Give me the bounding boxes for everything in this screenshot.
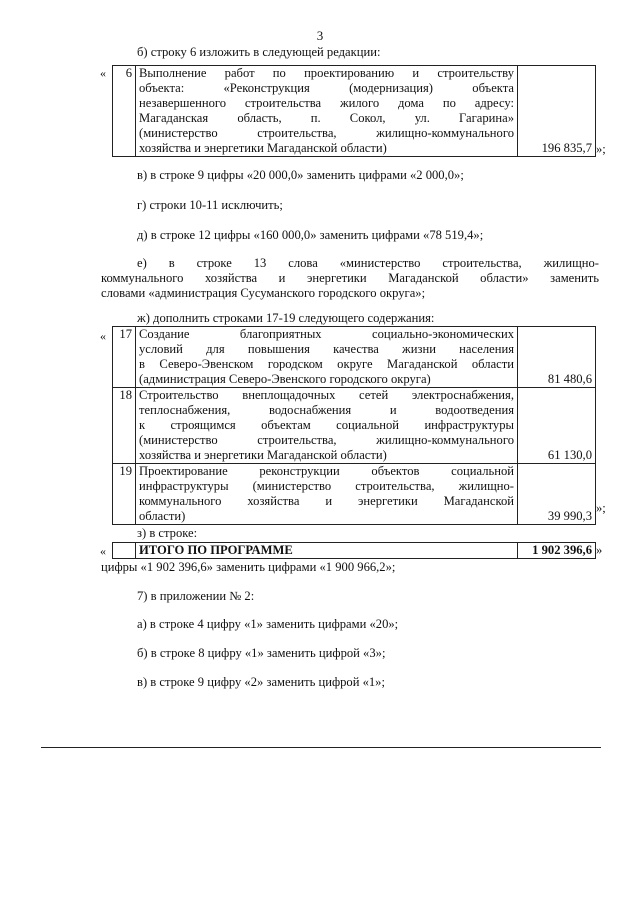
item-e-line2: коммунального хозяйства и энергетики Магаданской области» заменить bbox=[101, 271, 599, 285]
row-value: 61 130,0 bbox=[518, 388, 596, 464]
row-line: Выполнение работ по проектированию и строительству bbox=[139, 66, 514, 80]
row-number: 6 bbox=[113, 66, 136, 157]
row-number: 18 bbox=[113, 388, 136, 464]
page-divider bbox=[41, 747, 601, 748]
row-line: условий для повышения качества жизни населения bbox=[139, 342, 514, 356]
row-line: объекта: «Реконструкция (модернизация) объекта bbox=[139, 81, 514, 95]
item-v: в) в строке 9 цифры «20 000,0» заменить цифрами «2 000,0»; bbox=[137, 168, 464, 182]
close-quote-row19: »; bbox=[596, 501, 606, 515]
item-7: 7) в приложении № 2: bbox=[137, 589, 255, 603]
item-7b: б) в строке 8 цифру «1» заменить цифрой «3»; bbox=[137, 646, 386, 660]
item-z-intro: з) в строке: bbox=[137, 526, 198, 540]
close-quote-total: » bbox=[596, 543, 603, 557]
row-number: 19 bbox=[113, 464, 136, 525]
total-table bbox=[112, 542, 596, 559]
row-line: к строящимся объектам социальной инфраструктуры bbox=[139, 418, 514, 432]
row-value: 81 480,6 bbox=[518, 327, 596, 388]
row-description bbox=[136, 327, 518, 388]
row-line: (министерство строительства, жилищно-коммунального bbox=[139, 126, 514, 140]
item-b-intro: б) строку 6 изложить в следующей редакции: bbox=[137, 45, 381, 59]
row-line: Магаданская область, п. Сокол, ул. Гагарина» bbox=[139, 111, 514, 125]
row-line: Проектирование реконструкции объектов социальной bbox=[139, 464, 514, 478]
row6-table bbox=[112, 65, 596, 157]
row-line: хозяйства и энергетики Магаданской области) bbox=[139, 448, 387, 462]
row-line: области) bbox=[139, 509, 186, 523]
open-quote-row6: « bbox=[100, 66, 106, 80]
row-description bbox=[136, 66, 518, 157]
item-e-line3: словами «администрация Сусуманского городского округа»; bbox=[101, 286, 426, 300]
row-line: Строительство внеплощадочных сетей электроснабжения, bbox=[139, 388, 514, 402]
row-value: 39 990,3 bbox=[518, 464, 596, 525]
table-row bbox=[113, 388, 596, 464]
row-line: теплоснабжения, водоснабжения и водоотведения bbox=[139, 403, 514, 417]
open-quote-total: « bbox=[100, 544, 106, 558]
open-quote-row17: « bbox=[100, 329, 106, 343]
row-value: 196 835,7 bbox=[518, 66, 596, 157]
row-line: (министерство строительства, жилищно-коммунального bbox=[139, 433, 514, 447]
row-line: коммунального хозяйства и энергетики Магаданской bbox=[139, 494, 514, 508]
total-label: ИТОГО ПО ПРОГРАММЕ bbox=[136, 543, 518, 559]
close-quote-row6: »; bbox=[596, 142, 606, 156]
item-e-line1: е) в строке 13 слова «министерство строительства, жилищно- bbox=[137, 256, 599, 270]
row-line: незавершенного строительства жилого дома по адресу: bbox=[139, 96, 514, 110]
row-number: 17 bbox=[113, 327, 136, 388]
item-g: г) строки 10-11 исключить; bbox=[137, 198, 283, 212]
item-d: д) в строке 12 цифры «160 000,0» заменить цифрами «78 519,4»; bbox=[137, 228, 484, 242]
new-rows-table bbox=[112, 326, 596, 525]
row-description bbox=[136, 388, 518, 464]
row-line: в Северо-Эвенском городском округе Магаданской области bbox=[139, 357, 514, 371]
page-number: 3 bbox=[316, 28, 324, 43]
item-7a: а) в строке 4 цифру «1» заменить цифрами «20»; bbox=[137, 617, 399, 631]
total-value: 1 902 396,6 bbox=[518, 543, 596, 559]
item-zh-intro: ж) дополнить строками 17-19 следующего содержания: bbox=[137, 311, 435, 325]
row-line: инфраструктуры (министерство строительства, жилищно- bbox=[139, 479, 514, 493]
item-7v: в) в строке 9 цифру «2» заменить цифрой «1»; bbox=[137, 675, 385, 689]
row-line: Создание благоприятных социально-экономических bbox=[139, 327, 514, 341]
table-row bbox=[113, 327, 596, 388]
row-line: (администрация Северо-Эвенского городского округа) bbox=[139, 372, 431, 386]
table-row bbox=[113, 464, 596, 525]
item-z-text: цифры «1 902 396,6» заменить цифрами «1 900 966,2»; bbox=[101, 560, 396, 574]
row-description bbox=[136, 464, 518, 525]
row-line: хозяйства и энергетики Магаданской области) bbox=[139, 141, 387, 155]
table-row bbox=[113, 543, 596, 559]
table-row bbox=[113, 66, 596, 157]
